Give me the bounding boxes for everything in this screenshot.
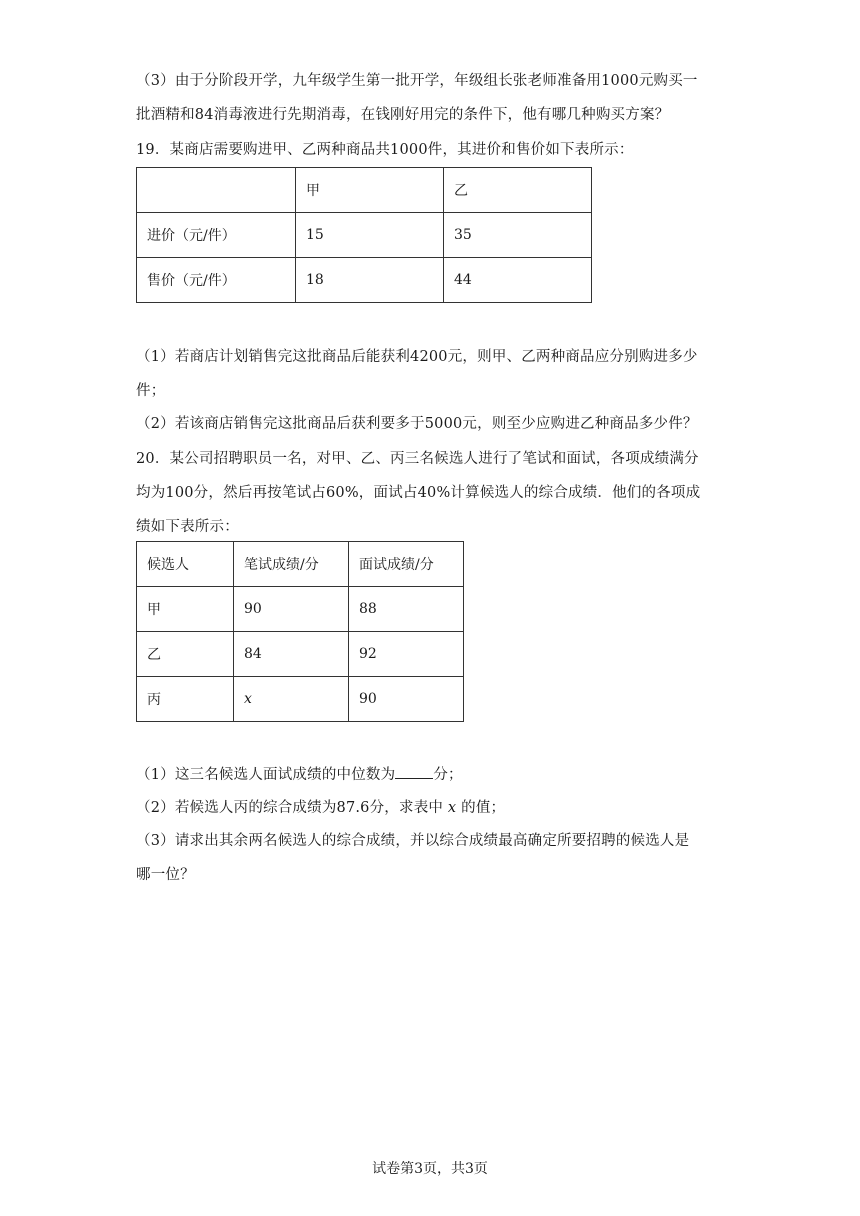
- q20-part1-after: 分；: [433, 767, 463, 783]
- answer-blank: [395, 764, 433, 779]
- table-cell: 甲: [137, 587, 234, 632]
- table-row: [137, 677, 464, 722]
- q20-part1: [136, 764, 726, 786]
- table-row: [137, 632, 464, 677]
- table-cell: 44: [444, 258, 592, 303]
- q19-part1-line2: 件；: [136, 383, 166, 399]
- table-cell: 92: [349, 632, 464, 677]
- q19-part1-line1: （1）若商店计划销售完这批商品后能获利4200元，则甲、乙两种商品应分别购进多少: [136, 349, 698, 365]
- q19-price-table: [136, 167, 592, 303]
- table-cell: x: [234, 677, 349, 722]
- table-cell: 18: [296, 258, 444, 303]
- q20-part2-var: x: [447, 800, 457, 816]
- q18-part3-line2: 批酒精和84消毒液进行先期消毒，在钱刚好用完的条件下，他有哪几种购买方案？: [136, 107, 670, 123]
- q20-part2: [136, 797, 726, 819]
- table-cell: [137, 168, 296, 213]
- table-cell: 进价（元/件）: [137, 213, 296, 258]
- table-row: [137, 258, 592, 303]
- table-cell: 候选人: [137, 542, 234, 587]
- table-cell: 面试成绩/分: [349, 542, 464, 587]
- table-cell: 84: [234, 632, 349, 677]
- q18-part3-line1: （3）由于分阶段开学，九年级学生第一批开学，年级组长张老师准备用1000元购买一: [136, 73, 698, 89]
- table-cell: 售价（元/件）: [137, 258, 296, 303]
- table-cell: 88: [349, 587, 464, 632]
- table-cell: 甲: [296, 168, 444, 213]
- table-row: [137, 213, 592, 258]
- table-header-row: [137, 542, 464, 587]
- page-footer: 试卷第3页，共3页: [372, 1161, 488, 1177]
- q20-part2-before: （2）若候选人丙的综合成绩为87.6分，求表中: [136, 800, 444, 816]
- q20-part1-before: （1）这三名候选人面试成绩的中位数为: [136, 767, 396, 783]
- table-header-row: [137, 168, 592, 213]
- q20-stem-line2: 均为100分，然后再按笔试占60%，面试占40%计算候选人的综合成绩．他们的各项成: [136, 485, 701, 501]
- table-cell: 丙: [137, 677, 234, 722]
- table-cell: 35: [444, 213, 592, 258]
- q20-stem-line3: 绩如下表所示：: [136, 519, 239, 535]
- q20-part3-line1: （3）请求出其余两名候选人的综合成绩，并以综合成绩最高确定所要招聘的候选人是: [136, 833, 690, 849]
- q20-score-table: [136, 541, 464, 722]
- table-cell: 乙: [137, 632, 234, 677]
- table-cell: 15: [296, 213, 444, 258]
- table-cell: 90: [349, 677, 464, 722]
- q20-part2-after: 的值；: [461, 800, 506, 816]
- q19-part2: （2）若该商店销售完这批商品后获利要多于5000元，则至少应购进乙种商品多少件？: [136, 416, 698, 432]
- table-cell: 笔试成绩/分: [234, 542, 349, 587]
- q20-stem-line1: 20．某公司招聘职员一名，对甲、乙、丙三名候选人进行了笔试和面试，各项成绩满分: [136, 451, 699, 467]
- q20-part3-line2: 哪一位？: [136, 867, 195, 883]
- table-cell: 乙: [444, 168, 592, 213]
- table-row: [137, 587, 464, 632]
- q19-stem: 19．某商店需要购进甲、乙两种商品共1000件，其进价和售价如下表所示：: [136, 142, 634, 158]
- table-cell: 90: [234, 587, 349, 632]
